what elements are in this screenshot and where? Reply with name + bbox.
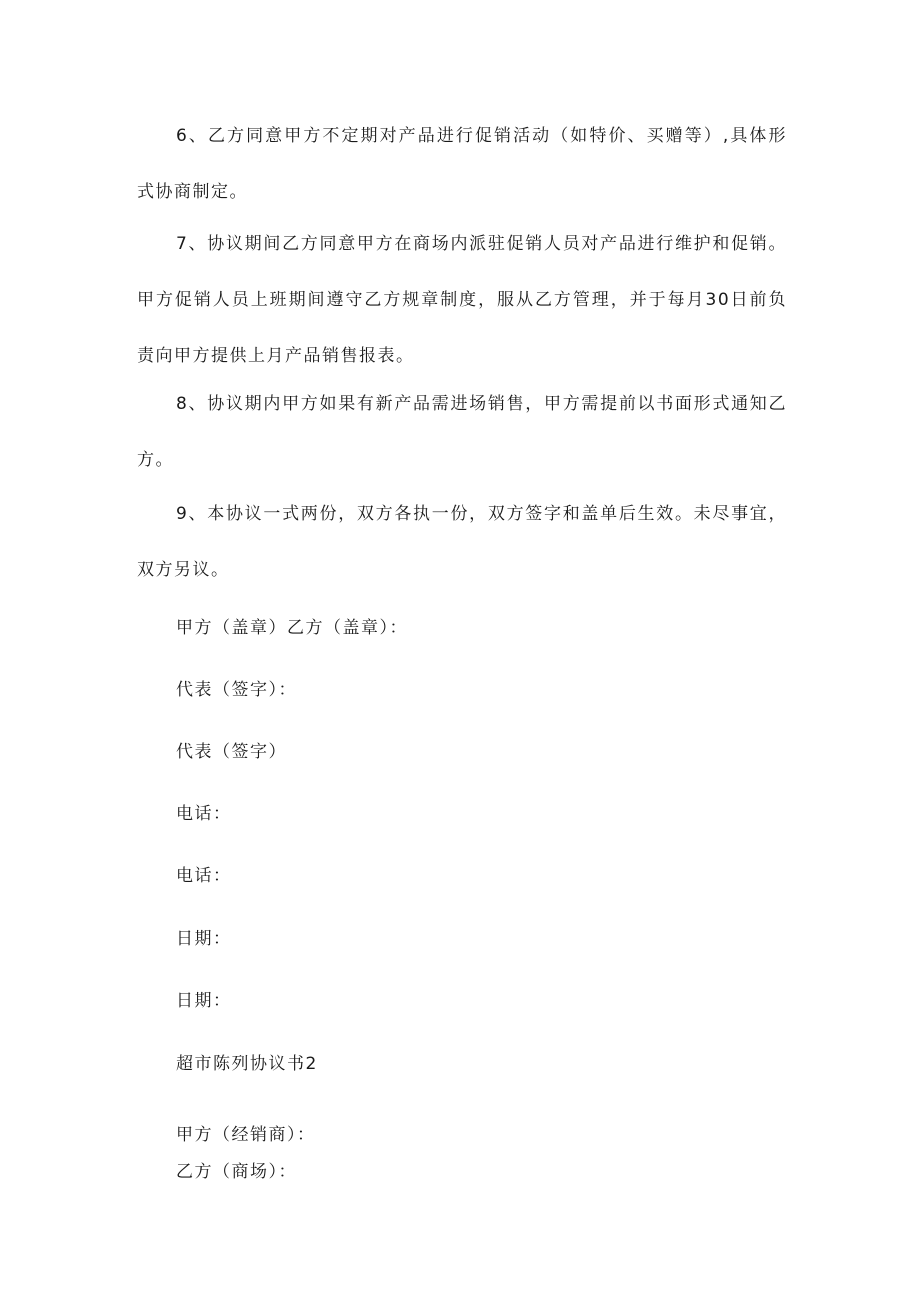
party-a-line: 甲方（经销商）：	[176, 1125, 316, 1145]
representative-a-line: 代表（签字）：	[176, 680, 297, 700]
phone-b-line: 电话：	[176, 866, 232, 886]
date-b-line: 日期：	[176, 991, 232, 1011]
phone-a-line: 电话：	[176, 804, 232, 824]
next-document-title: 超市陈列协议书2	[176, 1054, 318, 1074]
clause-8: 8、协议期内甲方如果有新产品需进场销售，甲方需提前以书面形式通知乙方。	[137, 394, 787, 470]
seal-line: 甲方（盖章）乙方（盖章）：	[176, 618, 408, 638]
representative-b-line: 代表（签字）	[176, 742, 287, 762]
clause-7: 7、协议期间乙方同意甲方在商场内派驻促销人员对产品进行维护和促销。甲方促销人员上班期间遵守乙方规章制度，服从乙方管理，并于每月30日前负责向甲方提供上月产品销售报表。	[137, 234, 787, 366]
clause-9: 9、本协议一式两份，双方各执一份，双方签字和盖单后生效。未尽事宜，双方另议。	[137, 504, 787, 580]
clause-6: 6、乙方同意甲方不定期对产品进行促销活动（如特价、买赠等）,具体形式协商制定。	[137, 126, 787, 202]
party-b-line: 乙方（商场）：	[176, 1162, 297, 1182]
date-a-line: 日期：	[176, 929, 232, 949]
